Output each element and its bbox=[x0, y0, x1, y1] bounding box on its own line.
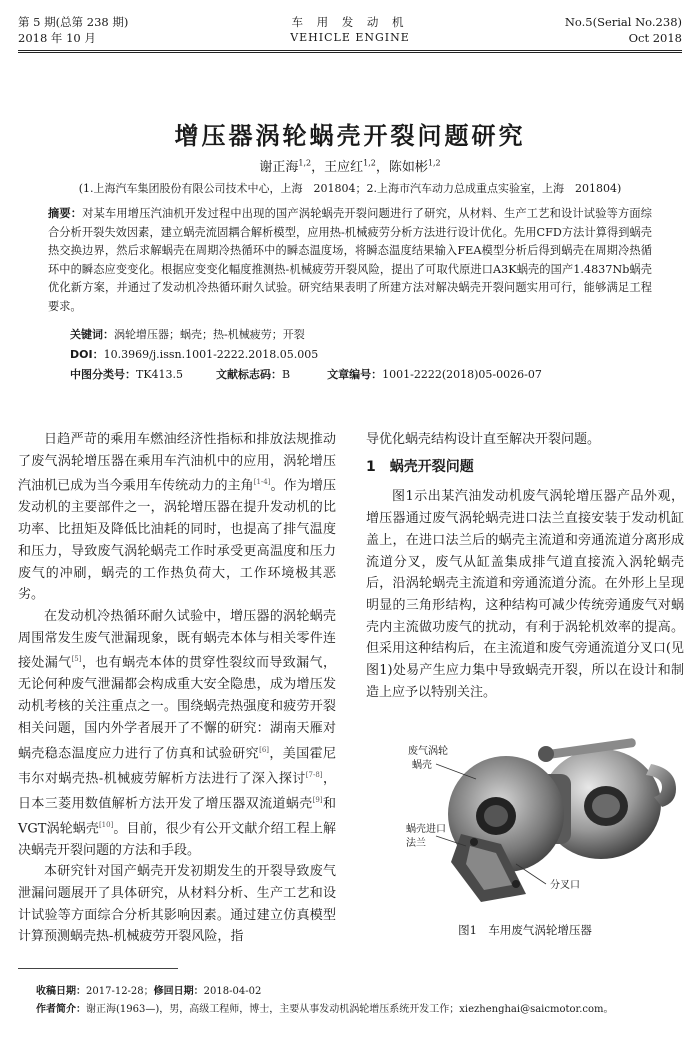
issue-date-cn: 2018 年 10 月 bbox=[18, 31, 96, 45]
keywords-text: 涡轮增压器；蜗壳；热-机械疲劳；开裂 bbox=[114, 328, 305, 341]
actuator-pivot bbox=[538, 746, 554, 762]
footnote-dates bbox=[36, 982, 261, 997]
running-header bbox=[18, 14, 682, 48]
figure-caption: 图1 车用废气涡轮增压器 bbox=[458, 923, 592, 937]
received-label: 收稿日期： bbox=[36, 986, 86, 997]
paragraph-text: 。作为增压发动机的主要部件之一，涡轮增压器在提升发动机的比功率、比扭矩及降低比油耗的同时，也提高了排气温度和压力，导致废气涡轮蜗壳工作时承受更高温度和压力废气的冲刷，蜗壳的工作热负荷大，工作环境极其恶劣。 bbox=[18, 478, 336, 603]
label-inlet-flange-1: 蜗壳进口 bbox=[406, 824, 446, 835]
header-rule-secondary bbox=[18, 52, 682, 53]
paragraph-text: 在发动机冷热循环耐久试验中，增压器的涡轮蜗壳周围常发生废气泄漏现象，既有蜗壳本体与相关零件连接处漏气 bbox=[18, 608, 336, 671]
journal-name-cn: 车 用 发 动 机 bbox=[291, 15, 409, 29]
author-list bbox=[0, 156, 700, 175]
body-paragraph bbox=[18, 606, 336, 861]
turbine-wheel bbox=[484, 805, 508, 827]
citation[interactable]: [1-4] bbox=[253, 478, 271, 487]
compressor-wheel bbox=[592, 794, 620, 818]
citation[interactable]: [6] bbox=[259, 745, 270, 754]
author-name: 陈如彬 bbox=[388, 160, 428, 175]
author-separator: ， bbox=[375, 160, 389, 175]
revised-date: 2018-04-02 bbox=[203, 986, 262, 997]
classification-line bbox=[70, 366, 542, 382]
paragraph-text: 日趋严苛的乘用车燃油经济性指标和排放法规推动了废气涡轮增压器在乘用车汽油机中的应用，涡轮增压汽油机已成为当今乘用车传统动力的主角 bbox=[18, 432, 336, 494]
paragraph-text: ，美国霍尼韦尔对蜗壳热-机械疲劳解析方法进行了深入探讨 bbox=[18, 745, 336, 786]
clc-label: 中图分类号： bbox=[70, 368, 136, 381]
label-turbine-housing-2: 蜗壳 bbox=[412, 760, 432, 771]
article-number-label: 文章编号： bbox=[327, 368, 383, 381]
citation[interactable]: [10] bbox=[98, 820, 114, 829]
body-paragraph bbox=[18, 429, 336, 606]
abstract bbox=[48, 205, 652, 316]
footnote-author bbox=[36, 1000, 613, 1015]
doi-value: 10.3969/j.issn.1001-2222.2018.05.005 bbox=[103, 348, 319, 361]
journal-name-en: VEHICLE ENGINE bbox=[290, 31, 410, 44]
flange-bolt-hole bbox=[512, 880, 520, 888]
doc-code-value: B bbox=[282, 368, 291, 381]
issue-info-en bbox=[565, 14, 682, 46]
paper-title: 增压器涡轮蜗壳开裂问题研究 bbox=[174, 122, 526, 150]
body-paragraph bbox=[18, 861, 336, 948]
citation[interactable]: [9] bbox=[312, 795, 323, 804]
footnote-rule bbox=[18, 968, 178, 969]
abstract-label: 摘要： bbox=[48, 207, 83, 220]
issue-number-cn: 第 5 期(总第 238 期) bbox=[18, 15, 129, 29]
issue-number-en: No.5(Serial No.238) bbox=[564, 15, 682, 29]
paragraph-text: 本研究针对国产蜗壳开发初期发生的开裂导致废气泄漏问题展开了具体研究，从材料分析、生产工艺和设计试验等方面综合分析其影响因素。通过建立仿真模型计算预测蜗壳热-机械疲劳开裂风险，指 bbox=[18, 864, 336, 945]
body-paragraph-continued: 导优化蜗壳结构设计直至解决开裂问题。 bbox=[366, 432, 601, 447]
body-right-column bbox=[366, 429, 684, 703]
revised-label: 修回日期： bbox=[153, 986, 204, 997]
keywords bbox=[70, 326, 305, 342]
label-inlet-flange-2: 法兰 bbox=[406, 838, 426, 849]
author-name: 谢正海 bbox=[259, 160, 299, 175]
author-affiliation-mark: 1,2 bbox=[363, 158, 376, 168]
issue-date-en: Oct 2018 bbox=[628, 31, 682, 45]
author-bio: 谢正海(1963—)，男，高级工程师，博士，主要从事发动机涡轮增压系统开发工作；xiezhenghai@saicmotor.com。 bbox=[86, 1004, 614, 1015]
author-separator: ， bbox=[311, 160, 325, 175]
flange-bolt-hole bbox=[470, 838, 478, 846]
label-fork: 分叉口 bbox=[550, 880, 580, 891]
figure-turbocharger bbox=[366, 734, 684, 914]
doi bbox=[70, 346, 318, 362]
affiliation: (1.上海汽车集团股份有限公司技术中心，上海 201804；2.上海市汽车动力总成重点实验室，上海 201804) bbox=[78, 182, 622, 195]
paragraph-text: 。目前，很少有公开文献介绍工程上解决蜗壳开裂问题的方法和手段。 bbox=[18, 820, 336, 858]
body-left-column bbox=[18, 429, 336, 948]
turbocharger-image bbox=[366, 734, 684, 914]
paragraph-text: ，日本三菱用数值解析方法开发了增压器双流道蜗壳 bbox=[18, 770, 336, 811]
received-date: 2017-12-28； bbox=[86, 986, 154, 997]
leader-line bbox=[516, 864, 546, 884]
keywords-label: 关键词： bbox=[70, 328, 114, 341]
body-paragraph: 图1示出某汽油发动机废气涡轮增压器产品外观，增压器通过废气涡轮蜗壳进口法兰直接安装于发动机缸盖上，在进口法兰后的蜗壳主流道和旁通流道分离形成流道分叉，废气从缸盖集成排气道直接流入涡轮蜗壳后，沿涡轮蜗壳主流道和旁通流道分流。在外形上呈现明显的三角形结构，这种结构可减少传统旁通废气对蜗壳内主流做功废气的扰动，有利于涡轮机效率的提高。但采用这种结构后，在主流道和废气旁通流道分叉口(见图1)处易产生应力集中导致蜗壳开裂，所以在设计和制造上应予以特别关注。 bbox=[366, 489, 684, 700]
doi-label: DOI： bbox=[70, 348, 104, 361]
paragraph-text: 和VGT涡轮蜗壳 bbox=[18, 795, 336, 836]
clc-value: TK413.5 bbox=[136, 368, 184, 381]
abstract-text: 对某车用增压汽油机开发过程中出现的国产涡轮蜗壳开裂问题进行了研究，从材料、生产工艺和设计试验等方面综合分析开裂失效因素，建立蜗壳流固耦合解析模型，应用热-机械疲劳分析方法进行设计优化。先用CFD方法计算得到蜗壳热交换边界，然后求解蜗壳在周期冷热循环中的瞬态温度场，将瞬态温度结果输入FEA模型分析后得到蜗壳在周期冷热循环中的瞬态应变变化。根据应变变化幅度推测热-机械疲劳开裂风险，提出了可取代原进口A3K蜗壳的国产1.4837Nb蜗壳优化新方案，并通过了发动机冷热循环耐久试验。研究结果表明了所建方法对解决蜗壳开裂问题实用可行，能够满足工程要求。 bbox=[48, 207, 652, 313]
author-affiliation-mark: 1,2 bbox=[298, 158, 312, 168]
article-number-value: 1001-2222(2018)05-0026-07 bbox=[382, 368, 542, 381]
label-turbine-housing-1: 废气涡轮 bbox=[408, 746, 448, 757]
author-affiliation-mark: 1,2 bbox=[427, 158, 441, 168]
citation[interactable]: [5] bbox=[71, 655, 82, 664]
doc-code-label: 文献标志码： bbox=[216, 368, 283, 381]
author-name: 王应红 bbox=[324, 160, 364, 175]
author-bio-label: 作者简介： bbox=[36, 1004, 86, 1015]
section-heading: 1 蜗壳开裂问题 bbox=[366, 458, 474, 475]
paragraph-text: ，也有蜗壳本体的贯穿性裂纹而导致漏气，无论何种废气泄漏都会构成重大安全隐患，成为增压发动机考核的关注重点之一。围绕蜗壳热强度和疲劳开裂相关问题，国内外学者展开了不懈的研究：湖南天雁对蜗壳稳态温度应力进行了仿真和试验研究 bbox=[18, 655, 336, 761]
citation[interactable]: [7-8] bbox=[305, 770, 323, 779]
header-rule bbox=[18, 50, 682, 51]
